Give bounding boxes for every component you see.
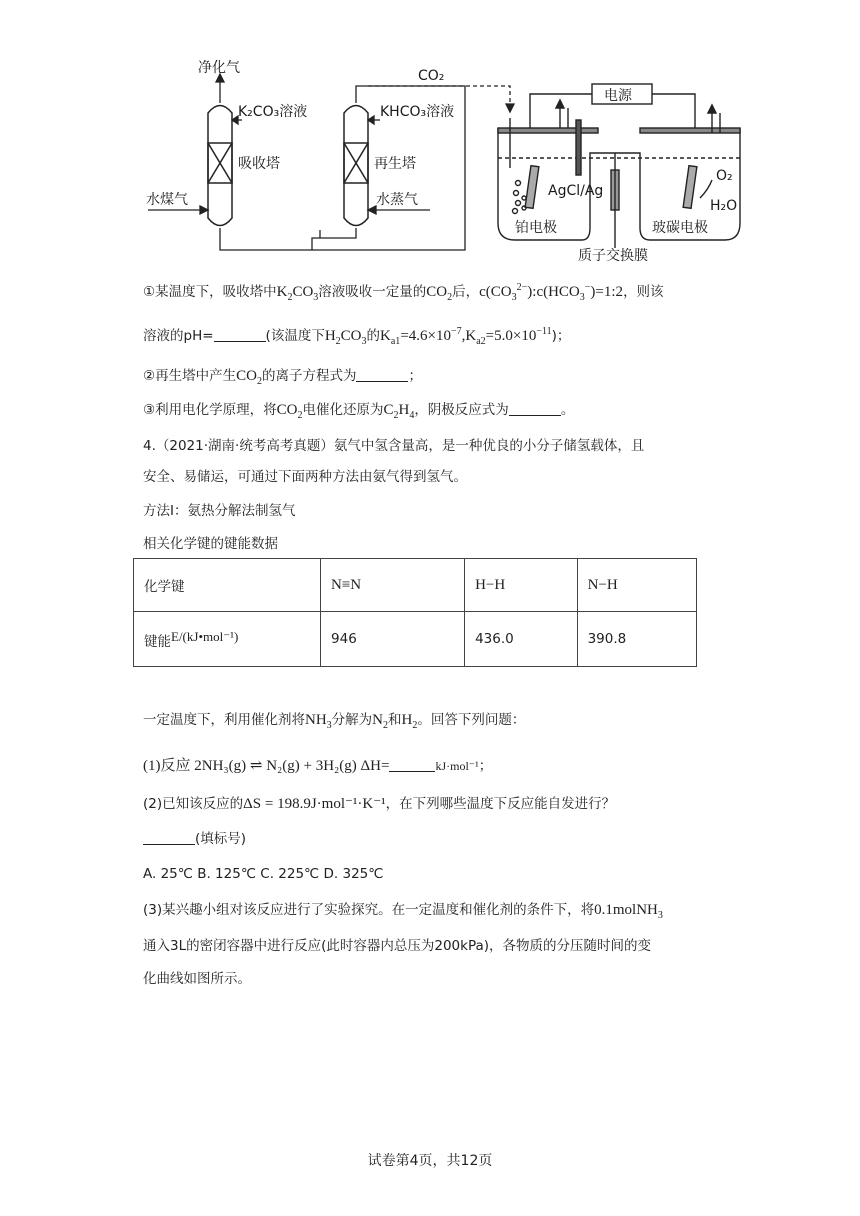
value-cell: 946 xyxy=(321,612,465,667)
text-segment: (3)某兴趣小组对该反应进行了实验探究。在一定温度和催化剂的条件下，将 xyxy=(143,902,595,918)
label-regen-feed: KHCO₃溶液 xyxy=(380,104,455,120)
q1-line-3 xyxy=(143,366,422,386)
formula-h2co3: $H_2CO_3$ xyxy=(324,328,367,347)
text-segment: 和 xyxy=(388,712,402,728)
text-segment: (2)已知该反应的 xyxy=(143,796,244,812)
formula-c2h4: $C_2H_4$ xyxy=(383,402,415,421)
answer-blank-options[interactable] xyxy=(143,830,195,845)
label-power-source: 电源 xyxy=(604,88,632,104)
ka-values: $K_{a1}=4.6\times 10^{-7},K_{a2}=5.0\times 10^{-11}$ xyxy=(380,326,552,347)
text-segment: 的离子方程式为 xyxy=(261,368,357,384)
process-lines xyxy=(148,74,514,250)
formula-h2: $H_2$ xyxy=(401,712,418,731)
q1-line-1 xyxy=(143,282,664,302)
text-segment: ，在下列哪些温度下反应能自发进行？ xyxy=(385,796,616,812)
row-label: 键能 xyxy=(144,633,171,650)
q4-part-2 xyxy=(143,794,615,814)
text-segment: 。 xyxy=(560,402,575,418)
label-o2: O₂ xyxy=(716,168,733,184)
label-regenerator: 再生塔 xyxy=(374,156,416,172)
text-segment: 后， xyxy=(452,284,480,300)
co2-capture-diagram xyxy=(120,58,760,273)
label-water-gas: 水煤气 xyxy=(146,192,188,208)
unit-label: kJ·mol⁻¹ xyxy=(435,759,479,773)
q4-part-1 xyxy=(143,756,492,776)
text-segment: 分解为 xyxy=(331,712,373,728)
label-co2: CO₂ xyxy=(418,68,445,84)
label-steam: 水蒸气 xyxy=(376,192,418,208)
text-segment: 电催化还原为 xyxy=(302,402,384,418)
row-unit: E/(kJ•mol⁻¹) xyxy=(171,628,239,644)
q4-intro-line-2: 安全、易储运，可通过下面两种方法由氨气得到氢气。 xyxy=(143,469,467,485)
table-caption: 相关化学键的键能数据 xyxy=(143,536,278,552)
text-segment: 一定温度下，利用催化剂将 xyxy=(143,712,305,728)
q4-part-2-fill xyxy=(143,829,246,849)
answer-blank-equation[interactable] xyxy=(356,367,408,382)
formula-co2: $CO_2$ xyxy=(276,402,303,421)
table-header-row xyxy=(134,559,697,612)
label-absorber-feed: K₂CO₃溶液 xyxy=(238,104,308,120)
header-cell: N≡N xyxy=(321,559,465,612)
q4-part-3-line-2: 通入3L的密闭容器中进行反应(此时容器内总压为200kPa)，各物质的分压随时间的变 xyxy=(143,938,652,954)
q4-stem xyxy=(143,710,525,730)
table-row xyxy=(134,612,697,667)
header-cell: N−H xyxy=(577,559,696,612)
answer-blank-dh[interactable] xyxy=(389,757,435,772)
text-segment: (填标号) xyxy=(195,831,247,847)
label-absorber: 吸收塔 xyxy=(238,156,280,172)
regenerator-tower xyxy=(344,106,368,226)
text-segment: ； xyxy=(408,368,422,384)
row-label-cell xyxy=(134,612,321,667)
text-segment: (该温度下 xyxy=(265,328,325,344)
ka1-value: =4.6×10 xyxy=(400,328,451,344)
header-cell: H−H xyxy=(465,559,577,612)
absorber-tower xyxy=(208,106,232,226)
answer-options: A. 25℃ B. 125℃ C. 225℃ D. 325℃ xyxy=(143,866,384,882)
q1-line-4 xyxy=(143,400,574,420)
label-agcl-ag: AgCl/Ag xyxy=(548,183,604,199)
formula-k2co3: $K_2CO_3$ xyxy=(276,284,319,303)
label-pt-electrode: 铂电极 xyxy=(515,220,557,236)
q4-part-3-line-1 xyxy=(143,900,663,920)
q4-intro-line-1: 4.（2021·湖南·统考高考真题）氨气中氢含量高，是一种优良的小分子储氢载体，且 xyxy=(143,438,645,454)
text-segment: 。回答下列问题： xyxy=(417,712,526,728)
ka2-value: =5.0×10 xyxy=(485,328,537,344)
label-h2o: H₂O xyxy=(710,198,738,214)
text-segment: ③利用电化学原理，将 xyxy=(143,402,277,418)
value-cell: 436.0 xyxy=(465,612,577,667)
q4-part-3-line-3: 化曲线如图所示。 xyxy=(143,971,251,987)
value-cell: 390.8 xyxy=(577,612,696,667)
ka1-exponent: −7 xyxy=(450,326,462,337)
ka2-exponent: −11 xyxy=(536,326,552,337)
formula-amount: 0.1molNH$_3$ xyxy=(594,902,663,921)
text-segment: ，阴极反应式为 xyxy=(414,402,509,418)
formula-nh3: $NH_3$ xyxy=(305,712,332,731)
text-segment: 溶液的pH= xyxy=(143,328,214,344)
text-segment: ②再生塔中产生 xyxy=(143,368,237,384)
text-segment: ①某温度下，吸收塔中 xyxy=(143,284,277,300)
text-segment: 溶液吸收一定量的 xyxy=(318,284,427,300)
q1-line-2 xyxy=(143,326,570,346)
formula-co2: $CO_2$ xyxy=(426,284,453,303)
entropy-value: ΔS = 198.9J·mol⁻¹·K⁻¹ xyxy=(243,796,386,812)
header-cell: 化学键 xyxy=(134,559,321,612)
text-segment: )； xyxy=(551,328,571,344)
label-proton-exchange-membrane: 质子交换膜 xyxy=(578,248,648,264)
label-purified-gas: 净化气 xyxy=(198,60,240,76)
text-segment: ，则该 xyxy=(623,284,664,300)
text-segment: ； xyxy=(478,758,493,774)
bond-energy-table xyxy=(133,558,697,667)
answer-blank-ph[interactable] xyxy=(214,327,266,342)
ratio-value: =1:2 xyxy=(595,284,624,300)
concentration-ratio: $c(CO_3^{2-}):c(HCO_3^-)=1:2$ xyxy=(479,282,624,303)
answer-blank-cathode[interactable] xyxy=(509,401,561,416)
page-footer: 试卷第4页，共12页 xyxy=(367,1153,493,1169)
formula-co2: $CO_2$ xyxy=(236,368,262,387)
text-segment: 的 xyxy=(366,328,381,344)
label-glassy-carbon-electrode: 玻碳电极 xyxy=(652,220,708,236)
reaction-equation: (1)反应 2NH₃(g) ⇌ N₂(g) + 3H₂(g) ΔH= xyxy=(143,758,390,774)
amount-text: 0.1molNH xyxy=(594,902,658,918)
q4-method-heading: 方法Ⅰ：氨热分解法制氢气 xyxy=(143,503,296,519)
formula-n2: $N_2$ xyxy=(372,712,389,731)
